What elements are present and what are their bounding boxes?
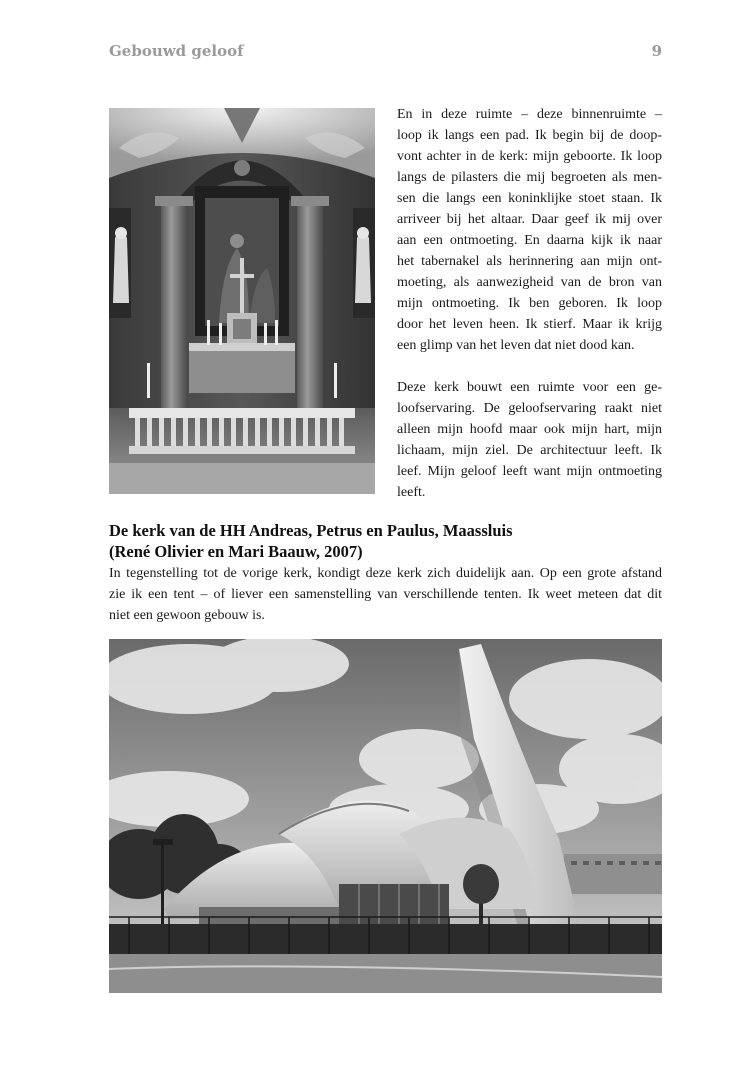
- altar-photo: [109, 108, 375, 494]
- text-line: vont achter in de kerk: mijn geboorte. Ik loop: [397, 149, 662, 164]
- side-text-column: [397, 104, 662, 524]
- text-line: door het leven heen. Ik stierf. Maar ik krijg: [397, 317, 662, 332]
- text-line: zie ik een tent – of liever een samenstelling van verschillende tenten. Ik weet meteen dat dit: [109, 587, 662, 602]
- side-paragraph-2: [397, 377, 662, 503]
- section-body: [109, 563, 662, 626]
- section-heading-title: De kerk van de HH Andreas, Petrus en Paulus, Maassluis: [109, 521, 513, 540]
- church-photo-illustration: [109, 639, 662, 993]
- section-heading-credits: (René Olivier en Mari Baauw, 2007): [109, 542, 363, 561]
- text-line: leeft.: [397, 485, 426, 500]
- text-line: sen die langs een koninklijke stoet staan. Ik: [397, 191, 662, 206]
- section-heading: [109, 520, 669, 562]
- running-title: Gebouwd geloof: [109, 42, 244, 60]
- text-line: een glimp van het leven dat niet dood kan.: [397, 338, 635, 353]
- text-line: moeting, als aanwezigheid van de bron van: [397, 275, 662, 290]
- text-line: arriveer bij het altaar. Daar geef ik mij over: [397, 212, 662, 227]
- altar-photo-illustration: [109, 108, 375, 494]
- text-line: loop ik langs een pad. Ik begin bij de doop-: [397, 128, 662, 143]
- text-line: aan een ontmoeting. En daarna kijk ik naar: [397, 233, 662, 248]
- side-paragraph-1: [397, 104, 662, 356]
- text-line: En in deze ruimte – deze binnenruimte –: [397, 107, 662, 122]
- running-head: [109, 42, 662, 62]
- text-line: loofservaring. De geloofservaring raakt niet: [397, 401, 662, 416]
- text-line: langs de pilasters die mij begroeten als men-: [397, 170, 662, 185]
- text-line: het tabernakel als herinnering aan mijn ont-: [397, 254, 662, 269]
- text-line: In tegenstelling tot de vorige kerk, kondigt deze kerk zich duidelijk aan. Op een grote afstand: [109, 566, 662, 581]
- text-line: alleen mijn hoofd maar ook mijn hart, mijn: [397, 422, 662, 437]
- text-line: leef. Mijn geloof leeft want mijn ontmoeting: [397, 464, 662, 479]
- text-line: niet een gewoon gebouw is.: [109, 608, 265, 623]
- text-line: lichaam, mijn ziel. De architectuur leeft. Ik: [397, 443, 662, 458]
- text-line: mijn ontmoeting. Ik ben geboren. Ik loop: [397, 296, 662, 311]
- page-number: 9: [651, 42, 662, 60]
- church-exterior-photo: [109, 639, 662, 993]
- text-line: Deze kerk bouwt een ruimte voor een ge-: [397, 380, 662, 395]
